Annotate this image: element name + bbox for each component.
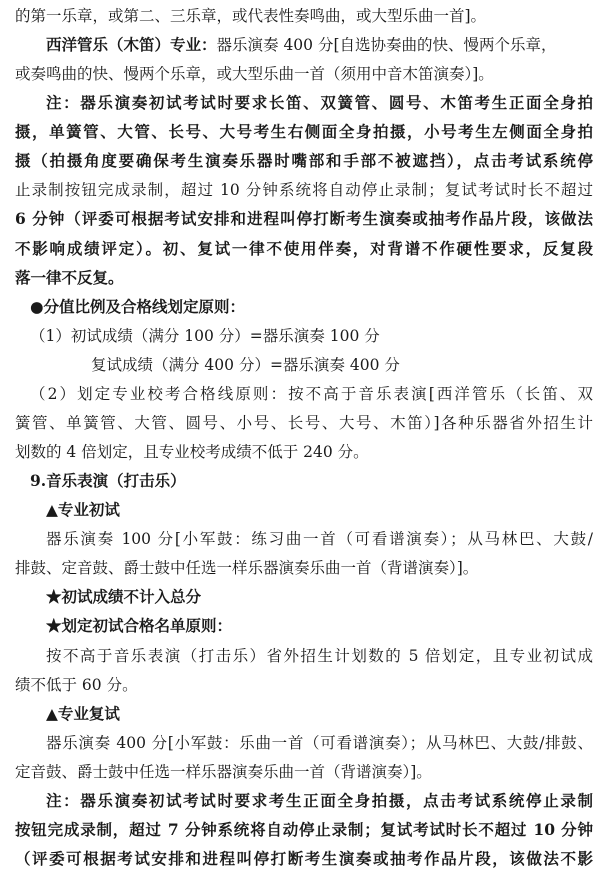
heading-western-wind-recorder: 西洋管乐（木笛）专业： — [46, 35, 217, 55]
note-line: 不影响成绩评定）。初、复试一律不使用伴奏，对背谱不作硬性要求，反复段 — [15, 238, 593, 258]
text-line: 器乐演奏 400 分[小军鼓：乐曲一首（可看谱演奏）；从马林巴、大鼓/排鼓、 — [46, 733, 593, 752]
text-line: 止录制按钮完成录制，超过 10 分钟系统将自动停止录制；复试考试时长不超过 — [15, 181, 593, 200]
note-line: （评委可根据考试安排和进程叫停打断考生演奏或抽考作品片段，该做法不影 — [15, 849, 593, 868]
text-line: 的第一乐章，或第二、三乐章，或代表性奏鸣曲，或大型乐曲一首]。 — [15, 7, 487, 25]
section-heading: ●分值比例及合格线划定原则： — [30, 296, 246, 316]
text-line: 或奏鸣曲的快、慢两个乐章，或大型乐曲一首（须用中音木笛演奏）]。 — [15, 65, 494, 84]
subsection-heading: ▲专业复试 — [46, 703, 120, 723]
note-line: 落一律不反复。 — [15, 267, 124, 287]
note-line: 注：器乐演奏初试考试时要求考生正面全身拍摄，点击考试系统停止录制 — [46, 790, 593, 810]
note-line: 摄，单簧管、大管、长号、大号考生右侧面全身拍摄，小号考生左侧面全身拍 — [15, 122, 593, 142]
text-line: 器乐演奏 100 分[小军鼓：练习曲一首（可看谱演奏）；从马林巴、大鼓/ — [46, 530, 593, 549]
text-span: 器乐演奏 400 分[自选协奏曲的快、慢两个乐章， — [216, 36, 557, 55]
text-line: 簧管、单簧管、大管、圆号、小号、长号、大号、木笛）]各种乐器省外招生计 — [15, 413, 593, 432]
subsection-heading: ★初试成绩不计入总分 — [46, 587, 202, 607]
text-line: 按不高于音乐表演（打击乐）省外招生计划数的 5 倍划定，且专业初试成 — [46, 646, 593, 665]
text-line: （2）划定专业校考合格线原则：按不高于音乐表演[西洋管乐（长笛、双 — [30, 384, 593, 403]
note-line: 摄（拍摄角度要确保考生演奏乐器时嘴部和手部不被遮挡），点击考试系统停 — [15, 151, 593, 171]
text-line: 复试成绩（满分 400 分）=器乐演奏 400 分 — [91, 355, 400, 374]
text-line: 绩不低于 60 分。 — [15, 675, 138, 694]
text-line: 定音鼓、爵士鼓中任选一样乐器演奏乐曲一首（背谱演奏）]。 — [15, 762, 432, 781]
subsection-heading: ★划定初试合格名单原则： — [46, 616, 233, 636]
text-line — [46, 33, 593, 57]
note-line: 注：器乐演奏初试考试时要求长笛、双簧管、圆号、木笛考生正面全身拍 — [46, 93, 593, 113]
section-heading: 9.音乐表演（打击乐） — [30, 471, 186, 491]
note-line: 6 分钟（评委可根据考试安排和进程叫停打断考生演奏或抽考作品片段，该做法 — [15, 209, 593, 229]
subsection-heading: ▲专业初试 — [46, 500, 120, 520]
text-line: （1）初试成绩（满分 100 分）=器乐演奏 100 分 — [30, 326, 380, 345]
text-line: 划数的 4 倍划定，且专业校考成绩不低于 240 分。 — [15, 443, 369, 462]
text-line: 排鼓、定音鼓、爵士鼓中任选一样乐器演奏乐曲一首（背谱演奏）]。 — [15, 559, 479, 578]
note-line: 按钮完成录制，超过 7 分钟系统将自动停止录制；复试考试时长不超过 10 分钟 — [15, 819, 593, 839]
